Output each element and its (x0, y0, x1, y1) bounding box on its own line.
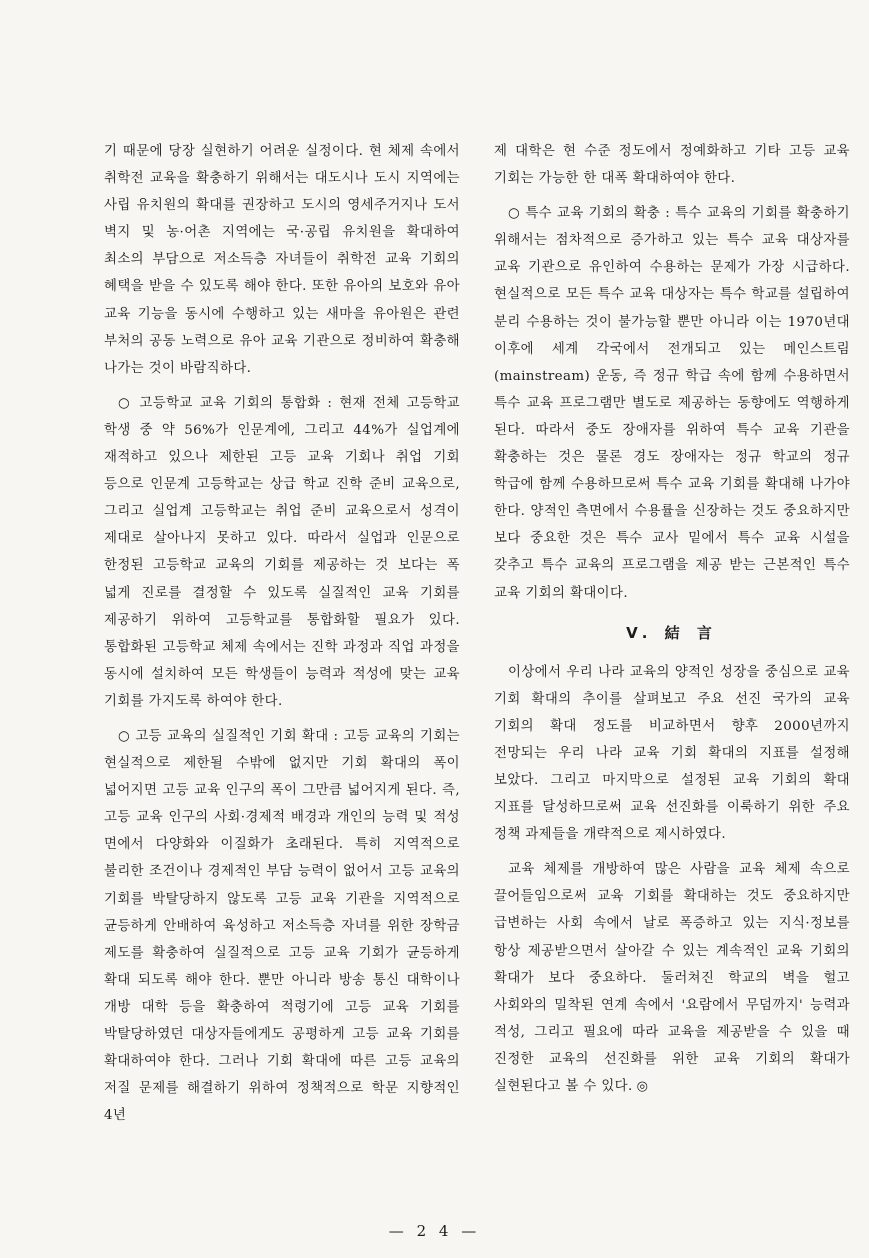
left-column (104, 138, 460, 1137)
page-number: — 2 4 — (388, 1222, 481, 1240)
section-heading-conclusion: V. 結 言 (626, 623, 718, 642)
right-column (494, 138, 850, 1108)
paragraph-university-continued: 제 대학은 현 수준 정도에서 정예화하고 기타 고등 교육 기회는 가능한 한 대폭 확대하여야 한다. (494, 144, 850, 187)
paragraph-higher-education: ○ 고등 교육의 실질적인 기회 확대 : 고등 교육의 기회는 현실적으로 제한될 수밖에 없지만 기회 확대의 폭이 넓어지면 고등 교육 인구의 폭이 그만큼 넓어지게 된다. 즉, 고등 교육 인구의 사회·경제적 배경과 개인의 능력 및 적성 면에서 다양화와 이질화가 초래된다. 특히 지역적으로 불리한 조건이나 경제적인 부담 능력이 없어서 고등 교육의 기회를 박탈당하지 않도록 고등 교육 기관을 지역적으로 균등하게 안배하여 육성하고 저소득층 자녀를 위한 장학금 제도를 확충하여 실질적으로 고등 교육 기회가 균등하게 확대 되도록 해야 한다. 뿐만 아니라 방송 통신 대학이나 개방 대학 등을 확충하여 적령기에 고등 교육 기회를 박탈당하였던 대상자들에게도 공평하게 고등 교육 기회를 확대하여야 한다. 그러나 기회 확대에 따른 고등 교육의 저질 문제를 해결하기 위하여 정책적으로 학문 지향적인 4년 (104, 728, 460, 1124)
paragraph-conclusion-summary: 이상에서 우리 나라 교육의 양적인 성장을 중심으로 교육 기회 확대의 추이를 살펴보고 주요 선진 국가의 교육 기회의 확대 정도를 비교하면서 향후 2000년까지 전망되는 우리 나라 교육 기회 확대의 지표를 설정해 보았다. 그리고 마지막으로 설정된 교육 기회의 확대 지표를 달성하므로써 교육 선진화를 이룩하기 위한 주요 정책 과제들을 개략적으로 제시하였다. (494, 664, 850, 843)
end-mark-icon: ◎ (636, 1079, 649, 1094)
paragraph-conclusion-final (494, 856, 850, 1100)
paragraph-early-education: 기 때문에 당장 실현하기 어려운 실정이다. 현 체제 속에서 취학전 교육을 확충하기 위해서는 대도시나 도시 지역에는 사립 유치원의 확대를 권장하고 도시의 영세주거지나 도서 벽지 및 농·어촌 지역에는 국·공립 유치원을 확대하여 최소의 부담으로 저소득층 자녀들이 취학전 교육 기회의 혜택을 받을 수 있도록 해야 한다. 또한 유아의 보호와 유아 교육 기능을 동시에 수행하고 있는 새마을 유아원은 관련 부처의 공동 노력으로 유아 교육 기관으로 정비하여 확충해 나가는 것이 바람직하다. (104, 144, 460, 376)
paragraph-special-education: ○ 특수 교육 기회의 확충 : 특수 교육의 기회를 확충하기 위해서는 점차적으로 증가하고 있는 특수 교육 대상자를 교육 기관으로 유인하여 수용하는 문제가 가장 시급하다. 현실적으로 모든 특수 교육 대상자는 특수 학교를 설립하여 분리 수용하는 것이 불가능할 뿐만 아니라 이는 1970년대 이후에 세계 각국에서 전개되고 있는 메인스트림(mainstream) 운동, 즉 정규 학급 속에 함께 수용하면서 특수 교육 프로그램만 별도로 제공하는 동향에도 역행하게 된다. 따라서 중도 장애자를 위하여 특수 교육 기관을 확충하는 것은 물론 경도 장애자는 정규 학교의 정규 학급에 함께 수용하므로써 특수 교육 기회를 확대해 나가야 한다. 양적인 측면에서 수용률을 신장하는 것도 중요하지만 보다 중요한 것은 특수 교사 밑에서 특수 교육 시설을 갖추고 특수 교육의 프로그램을 제공 받는 근본적인 특수 교육 기회의 확대이다. (494, 206, 850, 601)
paragraph-high-school-integration: ○ 고등학교 교육 기회의 통합화 : 현재 전체 고등학교 학생 중 약 56%가 인문계에, 그리고 44%가 실업계에 재적하고 있으나 제한된 고등 교육 기회나 취업 기회 등으로 인문계 고등학교는 상급 학교 진학 준비 교육으로, 그리고 실업계 고등학교는 취업 준비 교육으로서 성격이 제대로 살아나지 못하고 있다. 따라서 실업과 인문으로 한정된 고등학교 교육의 기회를 제공하는 것 보다는 폭 넓게 진로를 결정할 수 있도록 실질적인 교육 기회를 제공하기 위하여 고등학교를 통합화할 필요가 있다. 통합화된 고등학교 체제 속에서는 진학 과정과 직업 과정을 동시에 설치하여 모든 학생들이 능력과 적성에 맞는 교육 기회를 가지도록 하여야 한다. (104, 395, 460, 709)
paragraph-conclusion-final-text: 교육 체제를 개방하여 많은 사람을 교육 체제 속으로 끌어들임으로써 교육 기회를 확대하는 것도 중요하지만 급변하는 사회 속에서 날로 폭증하고 있는 지식·정보를 항상 제공받으면서 살아갈 수 있는 계속적인 교육 기회의 확대가 보다 중요하다. 둘러쳐진 학교의 벽을 헐고 사회와의 밀착된 연계 속에서 '요람에서 무덤까지' 능력과 적성, 그리고 필요에 따라 교육을 제공받을 수 있을 때 진정한 교육의 선진화를 위한 교육 기회의 확대가 실현된다고 볼 수 있다. (494, 862, 850, 1094)
